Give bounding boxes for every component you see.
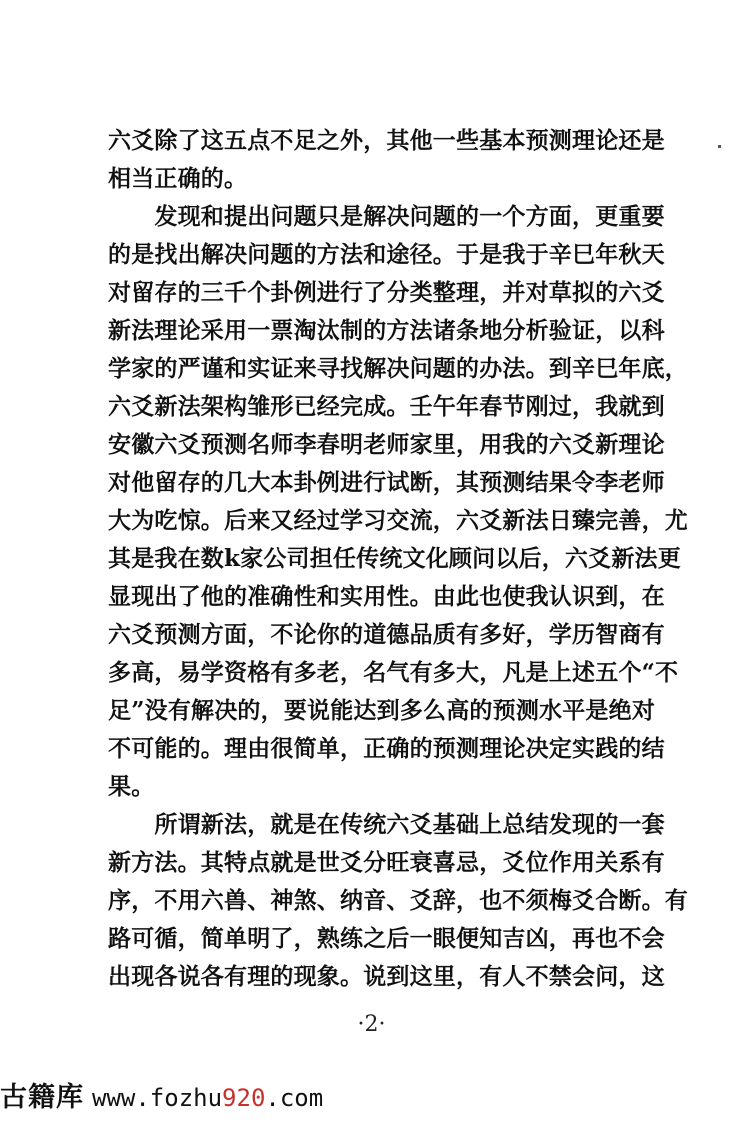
page-number: ·2· [357,1012,386,1037]
text-line: 对留存的三千个卦例进行了分类整理，并对草拟的六爻 [108,279,665,306]
text-line: 对他留存的几大本卦例进行试断，其预测结果令李老师 [108,469,665,496]
text-line: 其是我在数k家公司担任传统文化顾问以后，六爻新法更 [108,545,681,572]
text-line: 路可循，简单明了，熟练之后一眼便知吉凶，再也不会 [108,925,665,952]
text-line: 新方法。其特点就是世爻分旺衰喜忌，爻位作用关系有 [108,849,665,876]
text-line: 出现各说各有理的现象。说到这里，有人不禁会问，这 [108,963,665,990]
text-line: 六爻除了这五点不足之外，其他一些基本预测理论还是 [108,127,665,154]
body-text [108,122,688,996]
text-line: 显现出了他的准确性和实用性。由此也使我认识到，在 [108,583,665,610]
watermark-brand: 古籍库 [0,1082,84,1113]
text-line: 果。 [108,773,155,800]
text-line: 足”没有解决的，要说能达到多么高的预测水平是绝对 [108,697,656,724]
text-line: 的是找出解决问题的方法和途径。于是我于辛巳年秋天 [108,241,665,268]
watermark-url-suffix: .com [265,1084,324,1112]
watermark-url-accent: 920 [222,1084,266,1112]
text-line: 大为吃惊。后来又经过学习交流，六爻新法日臻完善，尤 [108,507,688,534]
text-line: 不可能的。理由很简单，正确的预测理论决定实践的结 [108,735,665,762]
text-line: 六爻预测方面，不论你的道德品质有多好，学历智商有 [108,621,665,648]
text-line: 所谓新法，就是在传统六爻基础上总结发现的一套 [108,811,665,838]
text-line: 学家的严谨和实证来寻找解决问题的办法。到辛巳年底， [108,355,688,382]
text-line: 新法理论采用一票淘汰制的方法诸条地分析验证，以科 [108,317,665,344]
text-line: 相当正确的。 [108,165,248,192]
watermark-url [92,1084,323,1112]
text-line: 序，不用六兽、神煞、纳音、爻辞，也不须梅爻合断。有 [108,887,688,914]
watermark [0,1078,323,1118]
text-line: 安徽六爻预测名师李春明老师家里，用我的六爻新理论 [108,431,665,458]
text-line: 发现和提出问题只是解决问题的一个方面，更重要 [108,203,665,230]
text-line: 六爻新法架构雏形已经完成。壬午年春节刚过，我就到 [108,393,665,420]
text-line: 多高，易学资格有多老，名气有多大，凡是上述五个“不 [108,659,679,686]
scan-speck [718,145,721,148]
watermark-url-prefix: www.fozhu [92,1084,223,1112]
